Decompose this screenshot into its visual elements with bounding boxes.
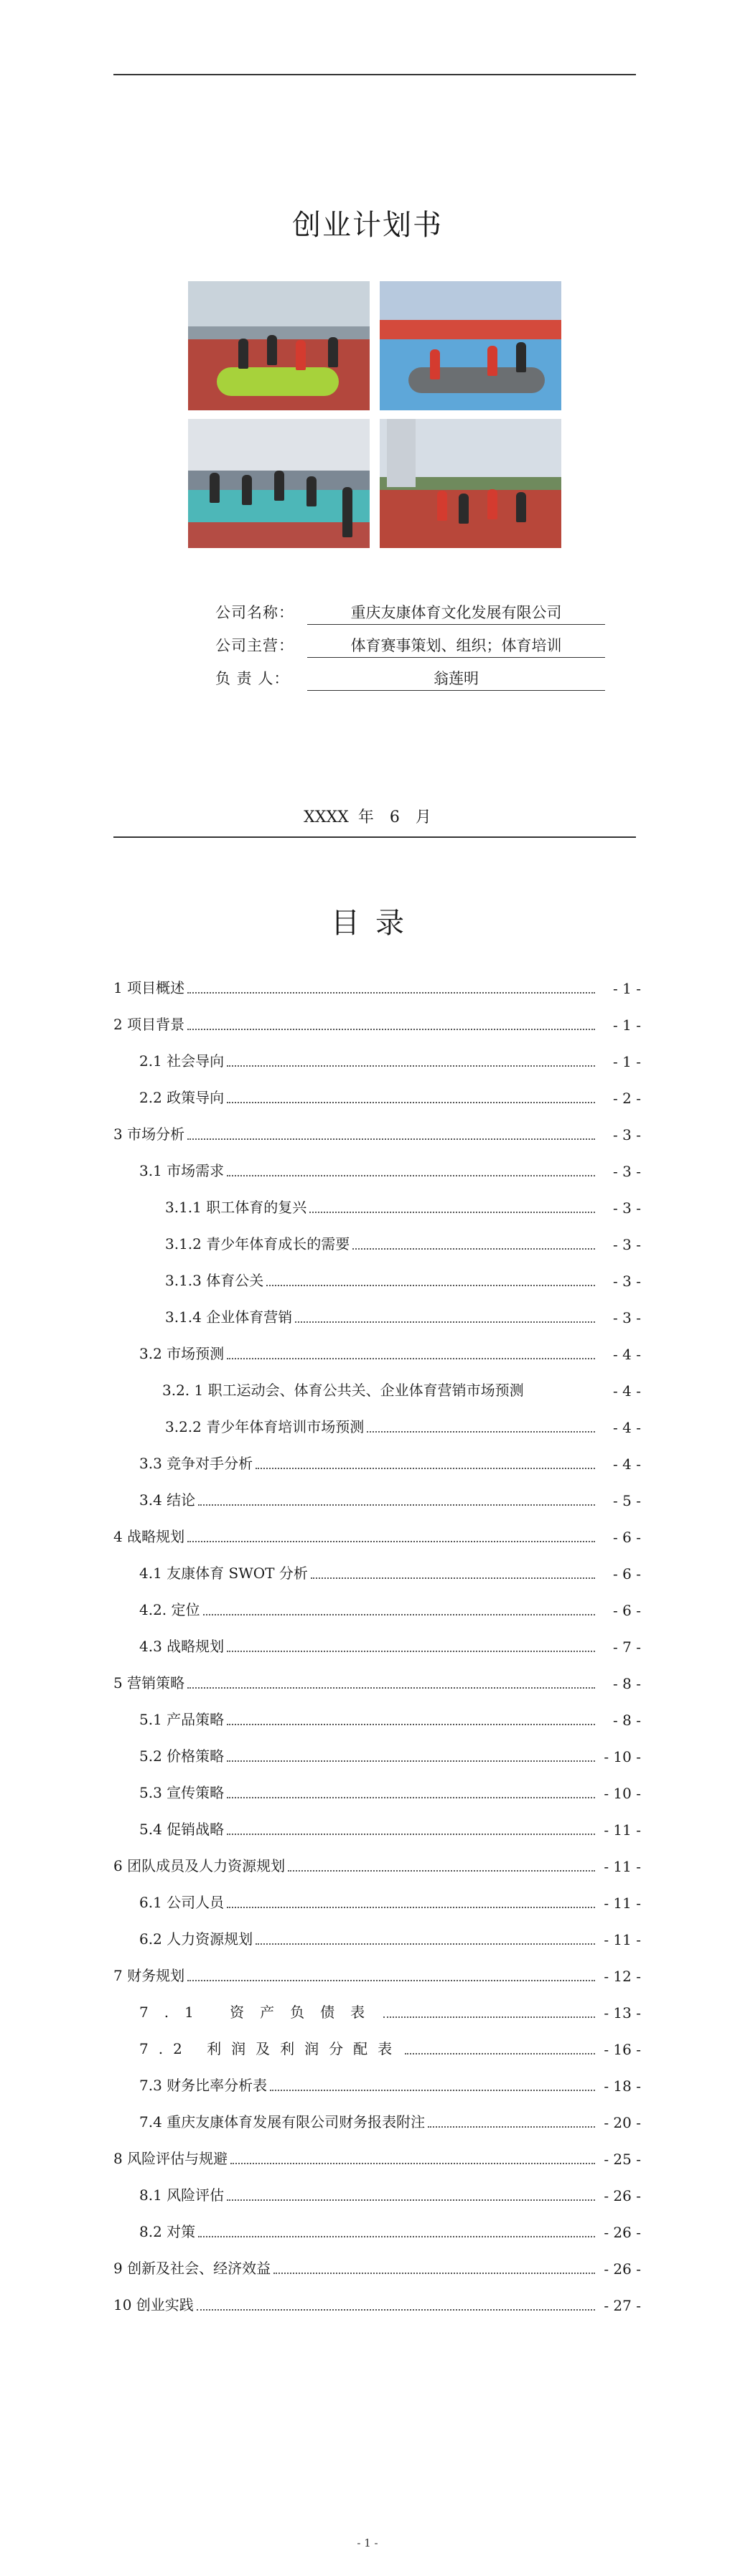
toc-entry[interactable]: 6.1 公司人员 - 11 - — [139, 1894, 641, 1912]
cover-photo-collage — [188, 281, 561, 547]
toc-entry[interactable]: 3.4 结论 - 5 - — [139, 1491, 641, 1509]
toc-entry[interactable]: 4.3 战略规划 - 7 - — [139, 1638, 641, 1656]
photo-raft-race — [380, 281, 561, 410]
toc-title: 目录 — [331, 907, 420, 940]
toc-entry[interactable]: 5.4 促销战略 - 11 - — [139, 1821, 641, 1839]
toc-entry[interactable]: 2.1 社会导向 - 1 - — [139, 1052, 641, 1070]
toc-entry[interactable]: 5.2 价格策略 - 10 - — [139, 1747, 641, 1765]
toc-entry[interactable]: 3.2.2 青少年体育培训市场预测 - 4 - — [165, 1418, 641, 1436]
toc-entry[interactable]: 6.2 人力资源规划 - 11 - — [139, 1930, 641, 1948]
table-of-contents — [113, 965, 641, 2318]
toc-entry[interactable]: 8.1 风险评估 - 26 - — [139, 2186, 641, 2204]
company-name-label: 公司名称： — [215, 604, 294, 621]
toc-entry[interactable]: 3.2. 1 职工运动会、体育公共关、企业体育营销市场预测 - 4 - — [162, 1382, 641, 1400]
photo-team-relay — [188, 281, 370, 410]
toc-entry[interactable]: 3 市场分析 - 3 - — [113, 1126, 641, 1143]
top-rule — [113, 74, 636, 75]
cover-bottom-rule — [113, 836, 636, 838]
main-business-value: 体育赛事策划、组织；体育培训 — [307, 634, 605, 658]
toc-entry[interactable]: 7.1 资产负债表 - 13 - — [139, 2004, 641, 2021]
cover-date: XXXX 年 6 月 — [304, 808, 431, 826]
toc-entry[interactable]: 7 财务规划 - 12 - — [113, 1967, 641, 1985]
toc-entry[interactable]: 7.4 重庆友康体育发展有限公司财务报表附注 - 20 - — [139, 2113, 641, 2131]
toc-entry[interactable]: 5.3 宣传策略 - 10 - — [139, 1784, 641, 1802]
toc-entry[interactable]: 2 项目背景 - 1 - — [113, 1016, 641, 1034]
photo-outdoor-crowd — [188, 419, 370, 548]
toc-entry[interactable]: 5.1 产品策略 - 8 - — [139, 1711, 641, 1729]
toc-entry[interactable]: 3.3 竞争对手分析 - 4 - — [139, 1455, 641, 1473]
toc-entry[interactable]: 4.2. 定位 - 6 - — [139, 1601, 641, 1619]
owner-value: 翁莲明 — [307, 667, 605, 691]
toc-entry[interactable]: 6 团队成员及人力资源规划 - 11 - — [113, 1857, 641, 1875]
cover-info — [215, 601, 617, 700]
photo-track-event — [380, 419, 561, 548]
toc-entry[interactable]: 3.1 市场需求 - 3 - — [139, 1162, 641, 1180]
toc-entry[interactable]: 3.1.4 企业体育营销 - 3 - — [165, 1308, 641, 1326]
page-number-footer: - 1 - — [357, 2537, 378, 2549]
main-business-label: 公司主营： — [215, 637, 294, 654]
toc-entry[interactable]: 7.3 财务比率分析表 - 18 - — [139, 2077, 641, 2095]
toc-entry[interactable]: 1 项目概述 - 1 - — [113, 979, 641, 997]
toc-entry[interactable]: 7.2 利润及利润分配表 - 16 - — [139, 2040, 641, 2058]
toc-entry[interactable]: 4.1 友康体育 SWOT 分析 - 6 - — [139, 1565, 641, 1582]
toc-entry[interactable]: 8.2 对策 - 26 - — [139, 2223, 641, 2241]
main-business-row — [215, 634, 617, 667]
toc-entry[interactable]: 3.1.2 青少年体育成长的需要 - 3 - — [165, 1235, 641, 1253]
toc-entry[interactable]: 5 营销策略 - 8 - — [113, 1674, 641, 1692]
toc-entry[interactable]: 8 风险评估与规避 - 25 - — [113, 2150, 641, 2168]
toc-entry[interactable]: 9 创新及社会、经济效益 - 26 - — [113, 2260, 641, 2278]
toc-entry[interactable]: 3.2 市场预测 - 4 - — [139, 1345, 641, 1363]
toc-entry[interactable]: 4 战略规划 - 6 - — [113, 1528, 641, 1546]
toc-entry[interactable]: 10 创业实践 - 27 - — [113, 2296, 641, 2314]
document-title: 创业计划书 — [292, 209, 443, 242]
toc-entry[interactable]: 3.1.1 职工体育的复兴 - 3 - — [165, 1199, 641, 1217]
toc-entry[interactable]: 2.2 政策导向 - 2 - — [139, 1089, 641, 1107]
company-name-row — [215, 601, 617, 634]
owner-row — [215, 667, 617, 700]
owner-label: 负 责 人： — [215, 670, 290, 687]
company-name-value: 重庆友康体育文化发展有限公司 — [307, 601, 605, 625]
toc-entry[interactable]: 3.1.3 体育公关 - 3 - — [165, 1272, 641, 1290]
